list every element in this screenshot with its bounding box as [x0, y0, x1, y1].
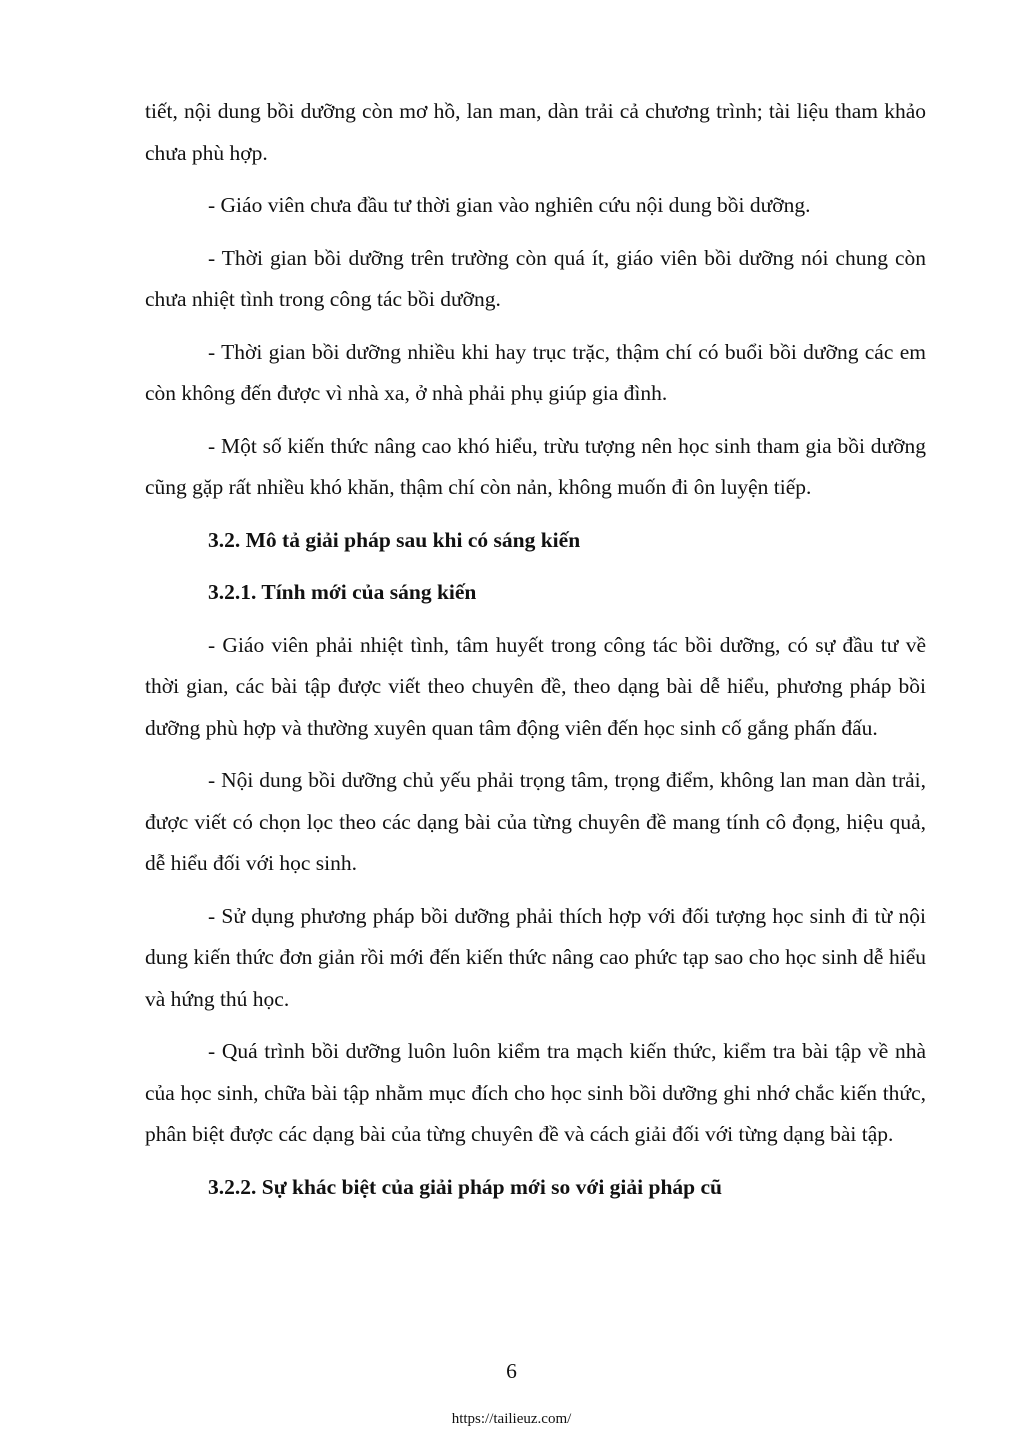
paragraph-advanced-knowledge: - Một số kiến thức nâng cao khó hiểu, trừu tượng nên học sinh tham gia bồi dưỡng cũng gặp rất nhiều khó khăn, thậm chí còn nản, không muốn đi ôn luyện tiếp.: [145, 433, 926, 499]
paragraph-review-process: - Quá trình bồi dưỡng luôn luôn kiểm tra mạch kiến thức, kiểm tra bài tập về nhà của học sinh, chữa bài tập nhằm mục đích cho học sinh bồi dưỡng ghi nhớ chắc kiến thức, phân biệt được các dạng bài của từng chuyên đề và cách giải đối với từng dạng bài tập.: [145, 1039, 926, 1146]
paragraph-content-focus: - Nội dung bồi dưỡng chủ yếu phải trọng tâm, trọng điểm, không lan man dàn trải, được viết có chọn lọc theo các dạng bài của từng chuyên đề mang tính cô đọng, hiệu quả, dễ hiểu đối với học sinh.: [145, 768, 926, 875]
paragraph-continuation: tiết, nội dung bồi dưỡng còn mơ hồ, lan man, dàn trải cả chương trình; tài liệu tham khảo chưa phù hợp.: [145, 99, 926, 165]
paragraph-teacher-dedication: - Giáo viên phải nhiệt tình, tâm huyết trong công tác bồi dưỡng, có sự đầu tư về thời gian, các bài tập được viết theo chuyên đề, theo dạng bài dễ hiểu, phương pháp bồi dưỡng phù hợp và thường xuyên quan tâm động viên đến học sinh cố gắng phấn đấu.: [145, 632, 926, 740]
document-body: [145, 91, 926, 1219]
section-heading-3-2-2: 3.2.2. Sự khác biệt của giải pháp mới so với giải pháp cũ: [208, 1174, 722, 1199]
footer-url: https://tailieuz.com/: [451, 1411, 572, 1427]
section-heading-3-2: 3.2. Mô tả giải pháp sau khi có sáng kiến: [208, 527, 581, 552]
paragraph-method: - Sử dụng phương pháp bồi dưỡng phải thích hợp với đối tượng học sinh đi từ nội dung kiến thức đơn giản rồi mới đến kiến thức nâng cao phức tạp sao cho học sinh dễ hiểu và hứng thú học.: [145, 903, 926, 1011]
paragraph-teacher-time: - Giáo viên chưa đầu tư thời gian vào nghiên cứu nội dung bồi dưỡng.: [208, 193, 811, 217]
page-number: 6: [506, 1359, 517, 1383]
paragraph-schedule-issues: - Thời gian bồi dưỡng nhiều khi hay trục trặc, thậm chí có buổi bồi dưỡng các em còn không đến được vì nhà xa, ở nhà phải phụ giúp gia đình.: [145, 339, 926, 405]
paragraph-training-time: - Thời gian bồi dưỡng trên trường còn quá ít, giáo viên bồi dưỡng nói chung còn chưa nhiệt tình trong công tác bồi dưỡng.: [145, 245, 926, 311]
section-heading-3-2-1: 3.2.1. Tính mới của sáng kiến: [208, 580, 477, 604]
